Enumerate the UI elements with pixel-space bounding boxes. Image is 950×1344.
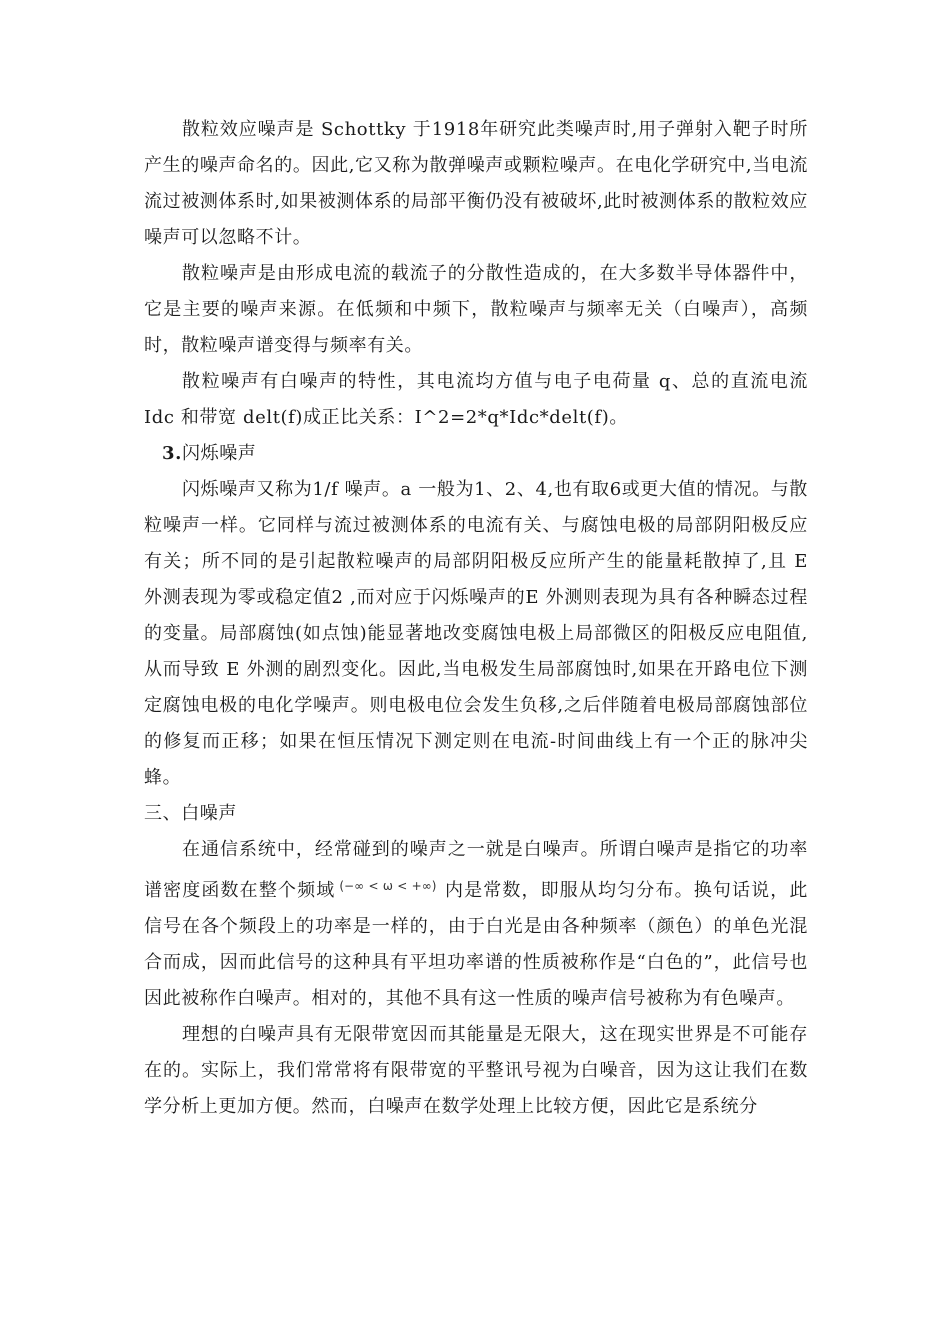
document-page xyxy=(144,112,808,1125)
paragraph-shot-noise-formula: 散粒噪声有白噪声的特性，其电流均方值与电子电荷量 q、总的直流电流 Idc 和带宽 delt(f)成正比关系：I^2=2*q*Idc*delt(f)。 xyxy=(144,371,808,428)
paragraph-shot-noise-origin: 散粒效应噪声是 Schottky 于1918年研究此类噪声时,用子弹射入靶子时所产生的噪声命名的。因此,它又称为散弹噪声或颗粒噪声。在电化学研究中,当电流流过被测体系时,如果被测体系的局部平衡仍没有被破坏,此时被测体系的散粒效应噪声可以忽略不计。 xyxy=(144,119,808,248)
paragraph-flicker-noise: 闪烁噪声又称为1/f 噪声。a 一般为1、2、4,也有取6或更大值的情况。与散粒噪声一样。它同样与流过被测体系的电流有关、与腐蚀电极的局部阴阳极反应有关；所不同的是引起散粒噪声的局部阴阳极反应所产生的能量耗散掉了,且 E 外测表现为零或稳定值2 ,而对应于闪烁噪声的E 外测则表现为具有各种瞬态过程的变量。局部腐蚀(如点蚀)能显著地改变腐蚀电极上局部微区的阳极反应电阻值,从而导致 E 外测的剧烈变化。因此,当电极发生局部腐蚀时,如果在开路电位下测定腐蚀电极的电化学噪声。则电极电位会发生负移,之后伴随着电极局部腐蚀部位的修复而正移；如果在恒压情况下测定则在电流-时间曲线上有一个正的脉冲尖蜂。 xyxy=(144,479,808,788)
paragraph-ideal-white-noise: 理想的白噪声具有无限带宽因而其能量是无限大，这在现实世界是不可能存在的。实际上，我们常常将有限带宽的平整讯号视为白噪音，因为这让我们在数学分析上更加方便。然而，白噪声在数学处理上比较方便，因此它是系统分 xyxy=(144,1024,808,1117)
frequency-range-formula: (−∞ < ω < +∞) xyxy=(339,879,437,893)
heading-number: 3. xyxy=(162,443,182,464)
paragraph-text-before-formula: 在通信系统中，经常碰到的噪声之一就是白噪声。所谓白噪声是指它的功率谱密度函数在整个频域 xyxy=(144,839,808,901)
paragraph-white-noise-definition xyxy=(144,832,808,1017)
paragraph-shot-noise-cause: 散粒噪声是由形成电流的载流子的分散性造成的，在大多数半导体器件中，它是主要的噪声来源。在低频和中频下，散粒噪声与频率无关（白噪声），高频时，散粒噪声谱变得与频率有关。 xyxy=(144,263,808,356)
heading-flicker-noise xyxy=(144,436,808,472)
paragraph-text-after-formula: 内是常数，即服从均匀分布。换句话说，此信号在各个频段上的功率是一样的，由于白光是由各种频率（颜色）的单色光混合而成，因而此信号的这种具有平坦功率谱的性质被称作是“白色的”，此信号也因此被称作白噪声。相对的，其他不具有这一性质的噪声信号被称为有色噪声。 xyxy=(144,880,808,1009)
section-heading-white-noise: 三、白噪声 xyxy=(144,803,237,824)
heading-text: 闪烁噪声 xyxy=(182,443,257,464)
